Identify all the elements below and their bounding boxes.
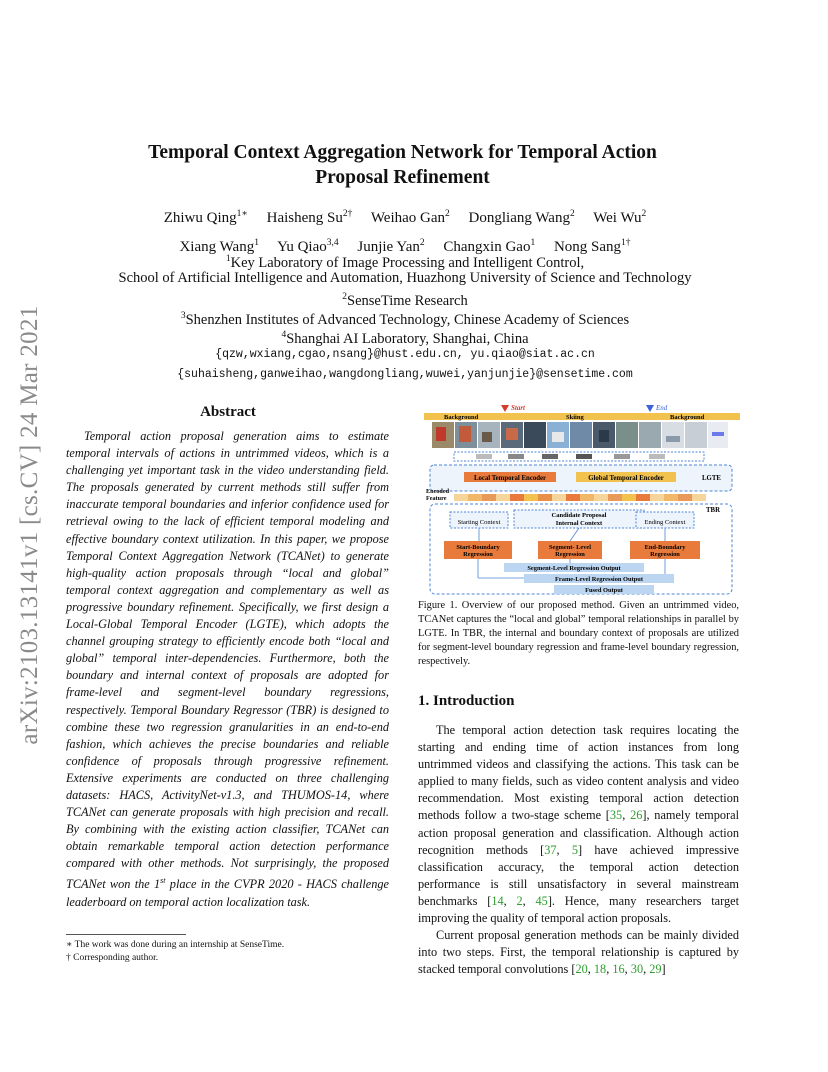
start-marker-icon: [501, 405, 509, 412]
start-label: Start: [511, 404, 526, 412]
end-marker-icon: [646, 405, 654, 412]
start-regression-label: Start-Boundary: [456, 544, 500, 551]
citation-link[interactable]: 2: [516, 893, 523, 908]
title-line-1: Temporal Context Aggregation Network for Temporal Action: [148, 142, 657, 163]
affiliation-2: $^2$SenseTime Research: [342, 292, 468, 309]
paragraph-1: The temporal action detection task requires locating the starting and ending time of action instances from long untrimmed videos and classifying the actions. This task can be applied to many fields, such as video content analysis and video recommendation. Most existing temporal action detection methods follow a two-stage scheme [35, 26], namely temporal action proposal generation and classification. Although action recognition methods [37, 5] have achieved impressive classification accuracy, the temporal action detection performance is still unsatisfactory in several mainstream benchmarks [14, 2, 45]. Hence, many researchers target improving the quality of temporal action proposals.: [418, 723, 740, 926]
footnote-2: † Corresponding author.: [66, 953, 159, 963]
citation-link[interactable]: 26: [630, 808, 643, 823]
author: Junjie Yan$^2$: [357, 238, 425, 255]
paper-title: [100, 140, 705, 190]
introduction-text: [418, 722, 739, 978]
internal-context-label: Internal Context: [555, 520, 603, 527]
video-frames: [432, 422, 728, 448]
end-regression-label-2: Regression: [650, 551, 680, 558]
tbr-label: TBR: [706, 507, 720, 514]
feature-cell: [476, 454, 492, 459]
segment-regression-label-2: Regression: [555, 551, 585, 558]
encoded-feature-label-2: Feature: [426, 495, 447, 502]
feature-cell: [649, 454, 665, 459]
end-label: End: [656, 404, 668, 412]
section-heading-introduction: 1. Introduction: [418, 693, 515, 709]
end-regression-label: End-Boundary: [644, 544, 686, 551]
segment-regression-label: Segment- Level: [548, 544, 592, 551]
citation-link[interactable]: 35: [609, 808, 623, 823]
affiliation-1-line-2: School of Artificial Intelligence and Automation, Huazhong University of Science and Technology: [118, 270, 692, 286]
encoded-feature-label: Encoded: [426, 488, 450, 495]
feature-cell: [576, 454, 592, 459]
author-row-1: [60, 204, 750, 228]
fused-output-label: Fused Output: [585, 587, 623, 594]
author: Wei Wu$^2$: [593, 209, 647, 226]
author: Zhiwu Qing$^{1∗}$: [163, 209, 248, 226]
frame-output-label: Frame-Level Regression Output: [555, 576, 643, 583]
encoded-feature-strip: [454, 494, 706, 501]
citation-link[interactable]: 18: [593, 962, 607, 977]
segment-bar-skiing: [519, 413, 649, 420]
author: Nong Sang$^{1\dagger}$: [553, 238, 631, 255]
citation-link[interactable]: 5: [571, 842, 578, 857]
segment-output-label: Segment-Level Regression Output: [527, 565, 621, 572]
affiliation-1: $^1$Key Laboratory of Image Processing and Intelligent Control,: [225, 254, 585, 271]
email-line-2: {suhaisheng,ganweihao,wangdongliang,wuwei,yanjunjie}@sensetime.com: [177, 368, 633, 381]
author: Weihao Gan$^2$: [370, 209, 450, 226]
citation-link[interactable]: 29: [649, 962, 662, 977]
segment-label-1: Background: [444, 414, 479, 421]
ending-context-label: Ending Context: [644, 519, 686, 526]
paragraph-2: Current proposal generation methods can be mainly divided into two steps. First, the temporal relationship is captured by stacked temporal convolutions [20, 18, 16, 30, 29]: [418, 928, 739, 977]
candidate-label: Candidate Proposal: [551, 512, 607, 519]
citation-link[interactable]: 30: [630, 962, 644, 977]
citation-link[interactable]: 14: [491, 893, 504, 908]
author: Xiang Wang$^1$: [179, 238, 259, 255]
author: Dongliang Wang$^2$: [468, 209, 575, 226]
affiliation-3: $^3$Shenzhen Institutes of Advanced Technology, Chinese Academy of Sciences: [180, 311, 630, 328]
footnote-rule: [66, 934, 186, 935]
affiliation-4: $^4$Shanghai AI Laboratory, Shanghai, China: [281, 330, 529, 347]
citation-link[interactable]: 16: [612, 962, 625, 977]
global-encoder-label: Global Temporal Encoder: [588, 475, 664, 482]
arxiv-stamp: arXiv:2103.13141v1 [cs.CV] 24 Mar 2021: [16, 305, 43, 745]
citation-link[interactable]: 20: [575, 962, 588, 977]
feature-cell: [508, 454, 524, 459]
author: Yu Qiao$^{3,4}$: [277, 238, 339, 255]
figure-caption: Figure 1. Overview of our proposed method. Given an untrimmed video, TCANet captures the “local and global” temporal relationships in parallel by LGTE. In TBR, the internal and boundary context of proposals are utilized for segment-level boundary regression and frame-level boundary regression, respectively.: [418, 600, 739, 667]
segment-label-3: Background: [670, 414, 705, 421]
footnote-1: ∗ The work was done during an internship at SenseTime.: [66, 940, 285, 950]
abstract-text: Temporal action proposal generation aims to estimate temporal intervals of actions in untrimmed videos, which is a challenging yet important task in the video understanding field. The proposals generated by current methods still suffer from inaccurate temporal boundaries and inferior confidence used for retrieval owing to the lack of efficient temporal modeling and effective boundary context utilization. In this paper, we propose Temporal Context Aggregation Network (TCANet) to generate high-quality action proposals through “local and global” temporal context aggregation and complementary as well as progressive boundary refinement. Specifically, we first design a Local-Global Temporal Encoder (LGTE), which adopts the channel grouping strategy to efficiently encode both “local and global” temporal inter-dependencies. Furthermore, both the boundary and internal context of proposals are adopted for frame-level and segment-level boundary regressions, respectively. Temporal Boundary Regressor (TBR) is designed to combine these two regression granularities in an end-to-end fashion, which achieves the precise boundaries and reliable confidence of proposals through progressive refinement. Extensive experiments are conducted on three challenging datasets: HACS, ActivityNet-v1.3, and THUMOS-14, where TCANet can generate proposals with high precision and recall. By combining with the existing action classifier, TCANet can obtain remarkable temporal action detection performance compared with other methods. Not surprisingly, the proposed TCANet won the 1st place in the CVPR 2020 - HACS challenge leaderboard on temporal action localization task.: [66, 429, 389, 909]
feature-cell: [614, 454, 630, 459]
lgte-label: LGTE: [702, 475, 721, 482]
author: Haisheng $Su^{2\dagger}$: [266, 209, 353, 226]
segment-label-2: Skiing: [566, 414, 584, 421]
citation-link[interactable]: 45: [535, 893, 548, 908]
citation-link[interactable]: 37: [544, 842, 557, 857]
feature-cell: [542, 454, 558, 459]
title-line-2: Proposal Refinement: [315, 167, 490, 188]
start-regression-label-2: Regression: [463, 551, 493, 558]
abstract-heading: Abstract: [200, 404, 256, 420]
author: Changxin Gao$^1$: [443, 238, 536, 255]
email-line-1: {qzw,wxiang,cgao,nsang}@hust.edu.cn, yu.qiao@siat.ac.cn: [215, 348, 595, 361]
starting-context-label: Starting Context: [457, 519, 501, 526]
local-encoder-label: Local Temporal Encoder: [473, 475, 547, 482]
figure-1-diagram: [424, 402, 740, 598]
